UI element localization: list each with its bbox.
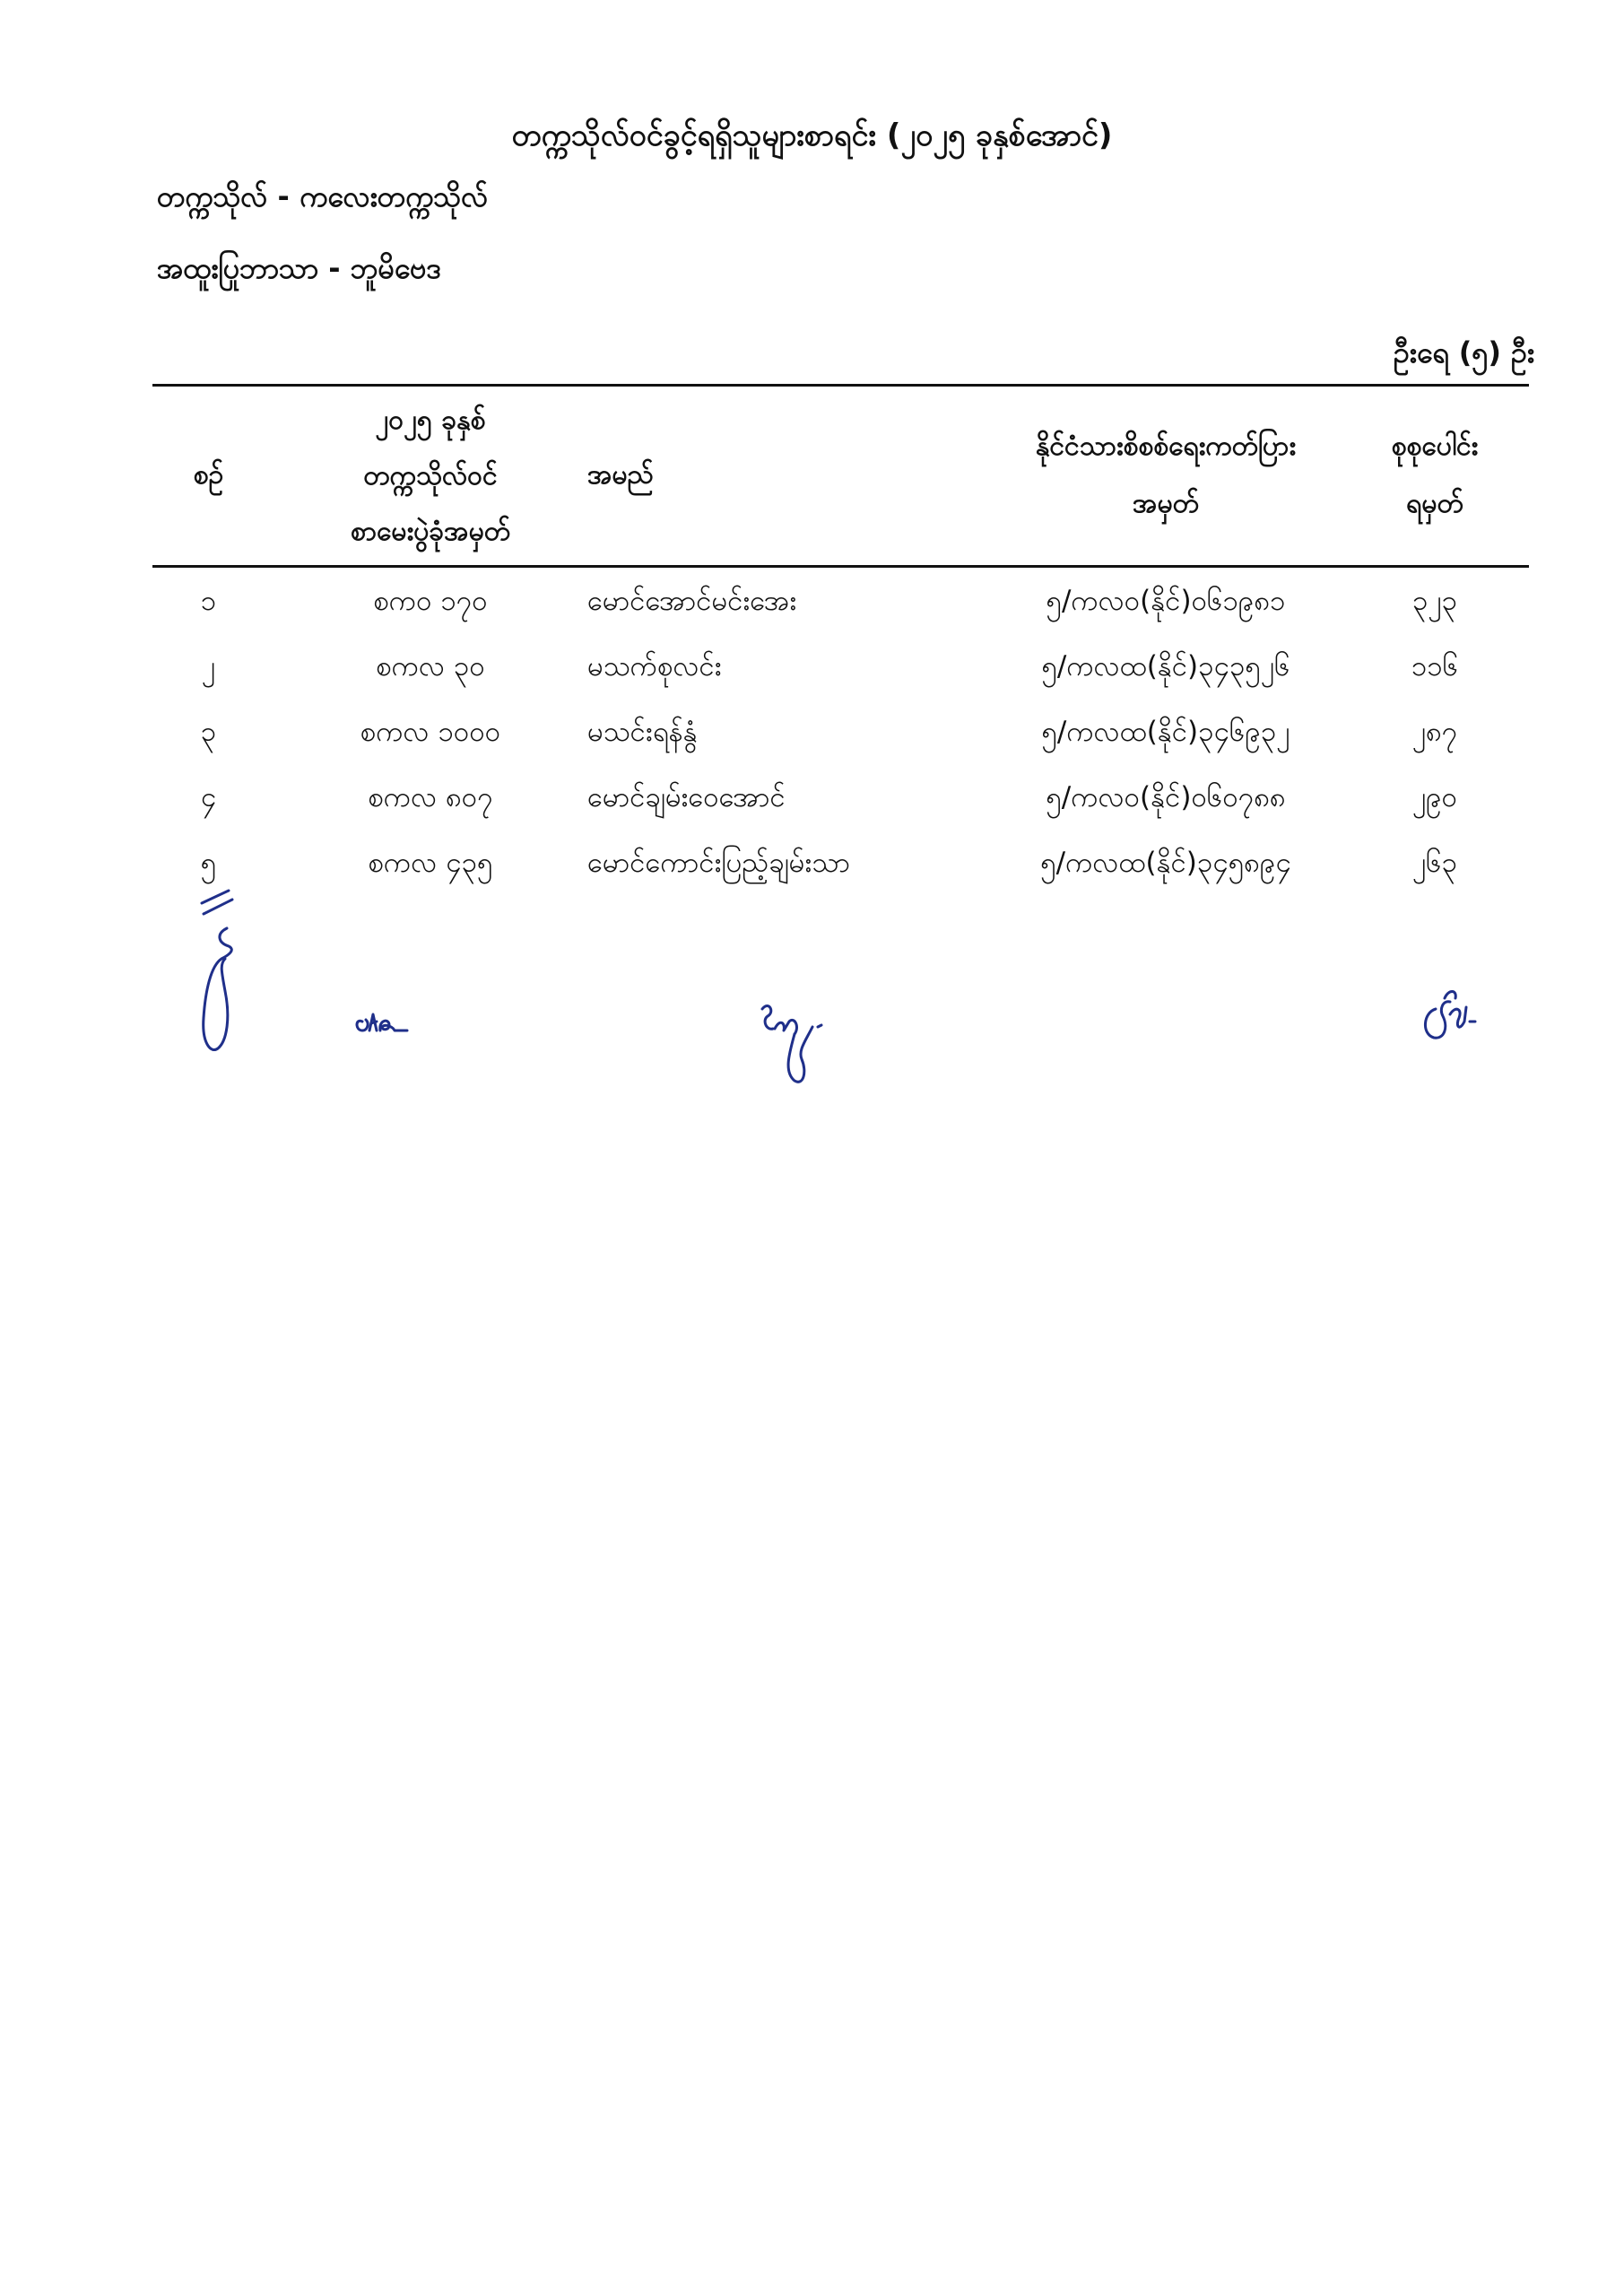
- cell-score: ၂၉၀: [1411, 781, 1458, 813]
- signature-2: [350, 1000, 421, 1045]
- cell-roll-number: စကလ ၁၀၀၀: [360, 716, 501, 748]
- header-roll-line-1: ၂၀၂၅ ခုနှစ်: [375, 404, 486, 436]
- cell-nrc: ၅/ကလဝ(နိုင်)၀၆၁၉၈၁: [1046, 585, 1286, 617]
- table-row: [0, 765, 1624, 830]
- table-header-rule: [152, 565, 1529, 568]
- document-title: တက္ကသိုလ်ဝင်ခွင့်ရရှိသူများစာရင်း (၂၀၂၅ ခုနှစ်အောင်): [511, 117, 1113, 153]
- signature-3: [753, 991, 834, 1090]
- cell-nrc: ၅/ကလထ(နိုင်)၃၄၆၉၃၂: [1041, 716, 1290, 748]
- student-count: ဦးရေ (၅) ဦး: [1393, 335, 1534, 370]
- cell-nrc: ၅/ကလထ(နိုင်)၃၄၃၅၂၆: [1041, 650, 1290, 683]
- table-row: [0, 700, 1624, 764]
- table-row: [0, 569, 1624, 633]
- cell-score: ၂၆၃: [1411, 847, 1458, 879]
- cell-name: မောင်အောင်မင်းအေး: [587, 585, 797, 617]
- header-nrc-line-2: အမှတ်: [1133, 488, 1199, 519]
- cell-serial: ၁: [200, 585, 217, 617]
- table-row: [0, 634, 1624, 699]
- signature-4: [1412, 982, 1493, 1054]
- cell-name: မောင်ကောင်းပြည့်ချမ်းသာ: [587, 847, 850, 879]
- header-nrc-line-1: နိုင်ငံသားစိစစ်ရေးကတ်ပြား: [1035, 430, 1297, 462]
- cell-name: မသင်းရန်နွံ: [587, 716, 698, 748]
- cell-score: ၁၁၆: [1411, 650, 1459, 683]
- cell-roll-number: စကလ ၈၀၇: [368, 781, 493, 813]
- header-roll-line-3: စာမေးပွဲခုံအမှတ်: [350, 516, 511, 547]
- cell-score: ၃၂၃: [1411, 585, 1458, 617]
- header-roll-number: [296, 393, 565, 560]
- cell-name: မသက်စုလင်း: [587, 650, 722, 683]
- header-serial: စဉ်: [193, 459, 224, 491]
- cell-roll-number: စကလ ၃၀: [376, 650, 485, 683]
- cell-serial: ၂: [201, 650, 216, 683]
- cell-serial: ၃: [200, 716, 217, 748]
- table-top-rule: [152, 384, 1529, 387]
- cell-serial: ၄: [200, 781, 217, 813]
- university-line: တက္ကသိုလ် - ကလေးတက္ကသိုလ်: [157, 179, 489, 213]
- header-score-line-2: ရမှတ်: [1406, 488, 1463, 519]
- cell-nrc: ၅/ကလထ(နိုင်)၃၄၅၈၉၄: [1040, 847, 1291, 879]
- cell-nrc: ၅/ကလဝ(နိုင်)၀၆၀၇၈၈: [1046, 781, 1286, 813]
- cell-serial: ၅: [200, 847, 217, 879]
- signature-1: [184, 883, 256, 1063]
- major-subject-line: အထူးပြုဘာသာ - ဘူမိဗေဒ: [157, 251, 442, 285]
- header-name: အမည်: [587, 459, 654, 491]
- cell-roll-number: စကဝ ၁၇၀: [373, 585, 488, 617]
- header-roll-line-2: တက္ကသိုလ်ဝင်: [363, 460, 498, 491]
- cell-roll-number: စကလ ၄၃၅: [368, 847, 493, 879]
- header-nrc: [951, 418, 1381, 533]
- header-total-score: [1345, 418, 1524, 533]
- cell-name: မောင်ချမ်းဝေအောင်: [587, 781, 786, 813]
- header-score-line-1: စုစုပေါင်း: [1391, 430, 1479, 462]
- cell-score: ၂၈၇: [1411, 716, 1458, 748]
